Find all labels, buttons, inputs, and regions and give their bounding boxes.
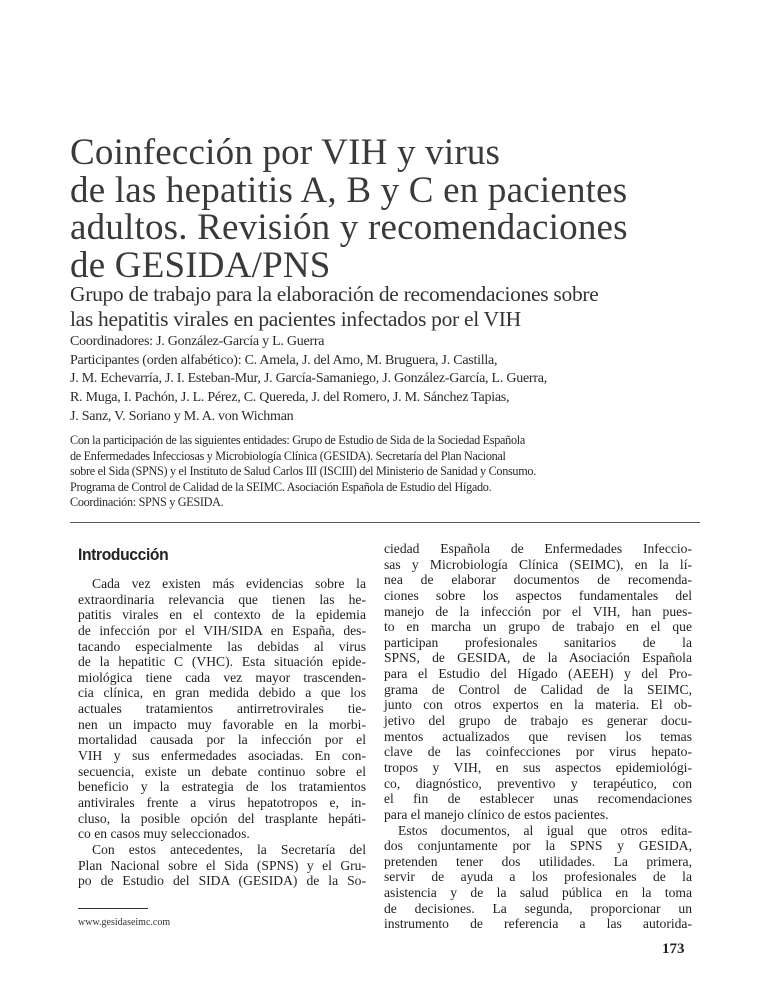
body-text-line: actuales tratamientos antirretrovirales tie- [78, 701, 366, 717]
body-text-line: asistencia y de la salud pública en la toma [384, 885, 692, 901]
entities-line: Programa de Control de Calidad de la SEIMC. Asociación Española de Estudio del Hígado. [70, 479, 492, 494]
title-line: Coinfección por VIH y virus [70, 132, 501, 173]
body-text-line: manejo de la infección por el VIH, han pues- [384, 603, 692, 619]
header-divider [70, 522, 700, 523]
body-text-line: cia clínica, en gran medida debido a que los [78, 685, 366, 701]
article-title [70, 134, 710, 284]
body-text-line: miológica tiene cada vez mayor trascenden- [78, 669, 366, 685]
body-text-line: jetivo del grupo de trabajo es generar docu- [384, 713, 692, 729]
body-text-line: dos conjuntamente por la SPNS y GESIDA, [384, 838, 692, 854]
body-text-line: participan profesionales sanitarios de la [384, 634, 692, 650]
participants-line: R. Muga, I. Pachón, J. L. Pérez, C. Quereda, J. del Romero, J. M. Sánchez Tapias, [70, 390, 510, 406]
body-text-line: de decisiones. La segunda, proporcionar un [384, 900, 692, 916]
body-text-line: sas y Microbiología Clínica (SEIMC), en la lí- [384, 556, 692, 572]
entities-line: de Enfermedades Infecciosas y Microbiología Clínica (GESIDA). Secretaría del Plan Nacional [70, 448, 506, 463]
body-text-line: Plan Nacional sobre el Sida (SPNS) y el Gru- [78, 857, 366, 873]
body-text-line: po de Estudio del SIDA (GESIDA) de la So- [78, 873, 366, 889]
title-line: adultos. Revisión y recomendaciones [70, 207, 628, 248]
body-text-line: Estos documentos, al igual que otros edita- [398, 822, 692, 838]
body-text-line: pretenden tener dos utilidades. La primera, [384, 853, 692, 869]
body-text-line: instrumento de referencia a las autorida- [384, 916, 692, 932]
body-text-line: to en marcha un grupo de trabajo en el que [384, 619, 692, 635]
entities-block [70, 433, 730, 511]
body-text-line: ciones sobre los aspectos fundamentales del [384, 587, 692, 603]
body-text-line: ciedad Española de Enfermedades Infeccio- [384, 541, 692, 556]
body-text-line: tacando especialmente las debidas al virus [78, 638, 366, 654]
participants-line: Participantes (orden alfabético): C. Amela, J. del Amo, M. Bruguera, J. Castilla, [70, 352, 498, 368]
left-column [78, 576, 366, 889]
article-subtitle [70, 282, 730, 332]
footnote-url[interactable]: www.gesidaseimc.com [78, 917, 171, 928]
body-text-line: clave de las coinfecciones por virus hepato- [384, 744, 692, 760]
entities-line: Con la participación de las siguientes entidades: Grupo de Estudio de Sida de la Sociedad Española [70, 433, 525, 447]
body-text-line: SPNS, de GESIDA, de la Asociación Española [384, 650, 692, 666]
footnote-divider [78, 908, 148, 909]
body-text-line: patitis virales en el contexto de la epidemia [78, 607, 366, 623]
body-text-line: beneficio y la estrategia de los tratamientos [78, 779, 366, 795]
right-column [384, 541, 692, 932]
section-heading: Introducción [78, 545, 169, 564]
body-text-line: co en casos muy seleccionados. [78, 826, 250, 842]
participants-line: J. Sanz, V. Soriano y M. A. von Wichman [70, 408, 294, 424]
body-text-line: Con estos antecedentes, la Secretaría del [92, 841, 366, 857]
body-text-line: antivirales frente a virus hepatotropos e, in- [78, 794, 366, 810]
body-text-line: junto con otros expertos en la materia. El ob- [384, 697, 692, 713]
body-text-line: el fin de establecer unas recomendaciones [384, 791, 692, 807]
participants-line: J. M. Echevarría, J. I. Esteban-Mur, J. García-Samaniego, J. González-García, L. Guerra, [70, 371, 547, 387]
body-text-line: co, diagnóstico, preventivo y terapéutico, con [384, 775, 692, 791]
body-text-line: servir de ayuda a los profesionales de la [384, 869, 692, 885]
title-line: de GESIDA/PNS [70, 244, 331, 286]
body-text-line: nen un impacto muy favorable en la morbi- [78, 716, 366, 732]
body-text-line: secuencia, existe un debate continuo sobre el [78, 763, 366, 779]
body-text-line: de infección por el VIH/SIDA en España, des- [78, 622, 366, 638]
body-text-line: tropos y VIH, en sus aspectos epidemiológi- [384, 759, 692, 775]
body-text-line: de la hepatitic C (VHC). Esta situación epide- [78, 654, 366, 670]
subtitle-line: Grupo de trabajo para la elaboración de recomendaciones sobre [70, 282, 599, 306]
body-text-line: para el Estudio del Hígado (AEEH) y del Pro- [384, 666, 692, 682]
body-text-line: mentos actualizados que revisen los temas [384, 728, 692, 744]
body-text-line: Cada vez existen más evidencias sobre la [92, 576, 366, 591]
subtitle-line: las hepatitis virales en pacientes infectados por el VIH [70, 307, 521, 331]
entities-line: sobre el Sida (SPNS) y el Instituto de Salud Carlos III (ISCIII) del Ministerio de Sanidad y Consumo. [70, 464, 536, 479]
body-text-line: nea de elaborar documentos de recomenda- [384, 572, 692, 588]
body-text-line: extraordinaria relevancia que tienen las he- [78, 591, 366, 607]
entities-line: Coordinación: SPNS y GESIDA. [70, 495, 224, 510]
body-text-line: para el manejo clínico de estos pacientes. [384, 806, 609, 822]
page-number: 173 [662, 941, 685, 957]
body-text-line: cluso, la posible opción del trasplante hepáti- [78, 810, 366, 826]
body-text-line: grama de Control de Calidad de la SEIMC, [384, 681, 692, 697]
body-text-line: VIH y sus enfermedades asociadas. En con- [78, 748, 366, 764]
body-text-line: mortalidad causada por la infección por el [78, 732, 366, 748]
coordinators-line: Coordinadores: J. González-García y L. Guerra [70, 334, 325, 349]
authors-block [70, 333, 730, 427]
title-line: de las hepatitis A, B y C en pacientes [70, 169, 628, 211]
